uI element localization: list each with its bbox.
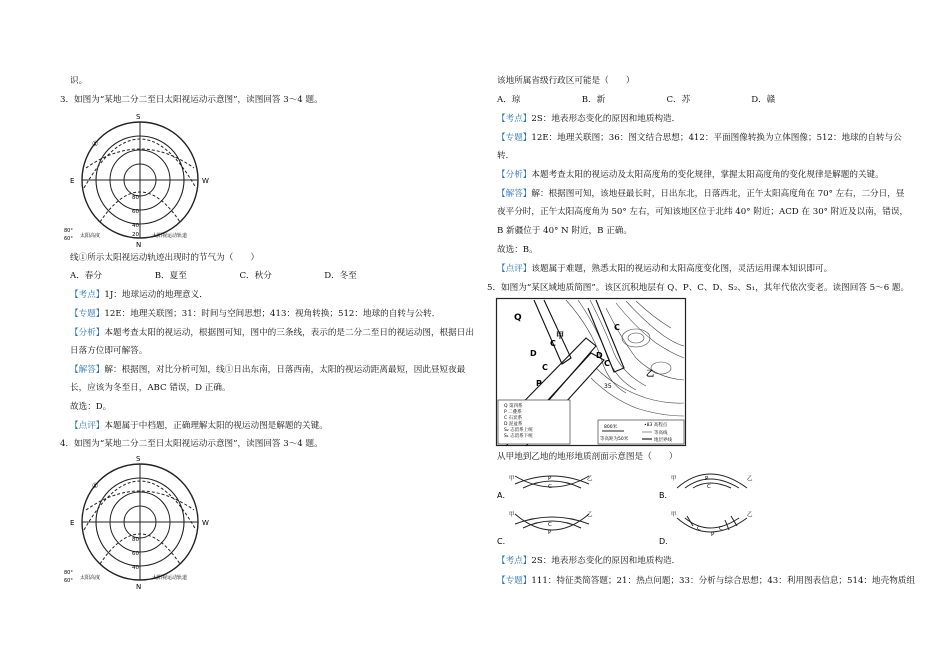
- fenxi-line: [70, 327, 474, 339]
- kaodian-text: 2S：地表形态变化的原因和地质构造．: [531, 556, 681, 566]
- legend-s2: S₂ 志留系上统: [504, 428, 533, 433]
- fenxi-line: [497, 169, 884, 181]
- cs-d-p: P: [711, 532, 715, 538]
- zhuanti-tag: 【专题】: [70, 309, 105, 319]
- label-40: 40: [132, 223, 139, 229]
- fenxi-text: 本题考查太阳的视运动，根据图可知，图中的三条线，表示的是二分二至日的视运动图，根据日出: [104, 328, 474, 338]
- map-label-p: P: [536, 379, 542, 388]
- kaodian-line: [497, 113, 680, 125]
- zhuanti-line: [70, 308, 440, 320]
- legend-q: Q 第四系: [504, 404, 523, 409]
- zhuanti-line: [497, 132, 902, 144]
- cs-c-yi: 乙: [587, 512, 593, 518]
- map-label-c3: C: [614, 323, 620, 332]
- legend-c: C 石炭系: [504, 416, 523, 421]
- kaodian-tag: 【考点】: [497, 556, 532, 566]
- legend-60: 60°: [64, 578, 73, 584]
- legend-d: D 泥盆系: [504, 422, 523, 427]
- fenxi-text: 本题考查太阳的视运动及太阳高度角的变化规律，掌握太阳高度角的变化规律是解题的关键。: [531, 170, 884, 180]
- kaodian-line: [70, 289, 208, 301]
- text-line: B 新疆位于 40° N 附近，B 正确。: [497, 226, 632, 236]
- jieda-tag: 【解答】: [70, 365, 105, 375]
- map-label-yi: 乙: [646, 369, 654, 378]
- label-w: W: [202, 177, 209, 185]
- jieda-text: 解：根据图，对比分析可知，线①日出东南，日落西南，太阳的视运动距离最短，因此昼短夜最: [104, 365, 466, 375]
- dianping-tag: 【点评】: [497, 264, 532, 274]
- cs-b-c: C: [707, 484, 711, 490]
- cs-d-c2: C: [719, 526, 723, 532]
- legend-boundary: 地层界线: [654, 438, 672, 443]
- text-line: 日落方位即可解答。: [70, 346, 148, 356]
- dianping-text: 该题属于难题，熟悉太阳的视运动和太阳高度变化图，灵活运用课本知识即可。: [531, 264, 833, 274]
- question-3-title: 3．如图为“某地二分二至日太阳视运动示意图”，读图回答 3～4 题。: [60, 95, 323, 105]
- cs-a-p: P: [548, 476, 552, 482]
- text-line: 转．: [497, 151, 515, 161]
- zhuanti-text: 12E：地理关联图；31：时间与空间思想；413：视角转换；512：地球的自转与公转．: [104, 309, 441, 319]
- label-80: 80: [132, 537, 139, 543]
- kaodian-text: 2S：地表形态变化的原因和地质构造．: [531, 114, 681, 124]
- cs-d-jia: 甲: [671, 512, 677, 518]
- label-60: 60: [132, 209, 139, 215]
- legend-sun-path: 太阳视运动轨道: [152, 233, 188, 239]
- answer-line: 故选：B。: [497, 245, 538, 255]
- map-label-c: C: [550, 339, 556, 348]
- option-b: B．夏至: [154, 271, 187, 281]
- map-label-c2: C: [542, 363, 548, 372]
- line-1-marker: ①: [92, 140, 99, 148]
- map-label-d2: D: [596, 351, 603, 360]
- jieda-line: [70, 364, 465, 376]
- cs-b-jia: 甲: [671, 476, 677, 482]
- question-options: [497, 94, 775, 106]
- question-5-text: 从甲地到乙地的地形地质剖面示意图是（ ）: [497, 452, 678, 462]
- legend-altitude: 太阳高度: [80, 575, 101, 581]
- zhuanti-line: [497, 575, 915, 587]
- cs-d-yi: 乙: [747, 512, 753, 518]
- option-d: D．冬至: [324, 271, 357, 281]
- legend-s1: S₁ 志留系下统: [504, 434, 533, 439]
- label-w: W: [202, 519, 209, 527]
- kaodian-tag: 【考点】: [70, 290, 105, 300]
- sun-path-diagram-2: [62, 452, 222, 592]
- legend-altitude: 太阳高度: [80, 233, 101, 239]
- line-1-marker: ①: [92, 482, 99, 490]
- legend-elevation: •83 高程点: [644, 423, 668, 428]
- zhuanti-text: 12E：地理关联图；36：图文结合思想；412：平面图像转换为立体图像；512：地球的自转与公: [531, 133, 902, 143]
- cs-a-jia: 甲: [509, 476, 515, 482]
- map-scale: 800米: [604, 425, 618, 430]
- jieda-text: 解：根据图可知，该地昼最长时，日出东北，日落西北，正午太阳高度角在 70° 左右，二分日，昼: [531, 189, 905, 199]
- cs-d-c: C: [697, 526, 701, 532]
- legend-p: P 二叠系: [504, 410, 522, 415]
- legend-80: 80°: [64, 570, 73, 576]
- text-line: 长，应该为冬至日，ABC 错误，D 正确。: [70, 383, 231, 393]
- cs-a-yi: 乙: [587, 476, 593, 482]
- option-a-label: A．: [497, 491, 511, 500]
- question-3-text: 线①所示太阳视运动轨迹出现时的节气为（ ）: [70, 253, 260, 263]
- label-n: N: [136, 241, 142, 249]
- label-n: N: [136, 583, 142, 591]
- fenxi-tag: 【分析】: [70, 328, 105, 338]
- label-60: 60: [132, 551, 139, 557]
- option-c: C．秋分: [239, 271, 272, 281]
- map-label-d: D: [530, 349, 537, 358]
- cs-c-c: C: [548, 522, 552, 528]
- question-4-title: 4．如图为“某地二分二至日太阳视运动示意图”，读图回答 3～4 题。: [60, 439, 323, 449]
- question-3-options: [70, 270, 357, 282]
- map-label-q: Q: [514, 313, 522, 323]
- jieda-tag: 【解答】: [497, 189, 532, 199]
- label-40: 40: [132, 565, 139, 571]
- legend-60: 60°: [64, 236, 73, 242]
- option-c: C．苏: [666, 95, 691, 105]
- legend-sun-path: 太阳视运动轨道: [152, 575, 188, 581]
- dianping-tag: 【点评】: [70, 421, 105, 431]
- option-d-label: D．: [659, 537, 674, 546]
- dianping-text: 本题属于中档题，正确理解太阳的视运动图是解题的关键。: [104, 421, 328, 431]
- cross-section-options: [497, 466, 797, 546]
- kaodian-tag: 【考点】: [497, 114, 532, 124]
- option-b-label: B．: [659, 491, 673, 500]
- option-b: B．新: [581, 95, 606, 105]
- cs-b-yi: 乙: [747, 476, 753, 482]
- text-line: 夜平分时，正午太阳高度角为 50° 左右，可知该地区位于北纬 40° 附近；ACD 在 30° 附近及以南，错误，: [497, 207, 909, 217]
- text-line: 该地所属省级行政区可能是（ ）: [497, 76, 635, 86]
- cs-c-p: P: [548, 530, 552, 536]
- label-s: S: [136, 455, 141, 463]
- map-label-35: 35: [604, 383, 612, 390]
- zhuanti-text: 111：特征类简答题；21：热点问题；33：分析与综合思想；43：利用图表信息；514：地壳物质组: [531, 576, 915, 586]
- label-e: E: [70, 519, 75, 527]
- map-label-c4: C: [604, 359, 610, 368]
- option-c-label: C．: [497, 537, 511, 546]
- zhuanti-tag: 【专题】: [497, 576, 532, 586]
- cs-c-jia: 甲: [509, 512, 515, 518]
- label-e: E: [70, 177, 75, 185]
- sun-path-diagram-1: [62, 110, 222, 250]
- kaodian-text: 1J：地球运动的地理意义．: [104, 290, 208, 300]
- legend-contour: 等高线: [654, 431, 668, 436]
- cs-a-c: C: [548, 484, 552, 490]
- option-d: D．赣: [751, 95, 776, 105]
- dianping-line: [497, 263, 832, 275]
- label-80: 80: [132, 195, 139, 201]
- fenxi-tag: 【分析】: [497, 170, 532, 180]
- legend-80: 80°: [64, 228, 73, 234]
- geology-map: [496, 298, 686, 446]
- zhuanti-tag: 【专题】: [497, 133, 532, 143]
- map-interval: 等高距为50米: [600, 437, 629, 442]
- cs-b-p: P: [705, 476, 709, 482]
- map-label-jia: 甲: [556, 331, 564, 340]
- kaodian-line: [497, 555, 680, 567]
- text-line: 识。: [70, 76, 88, 86]
- label-20: 20: [132, 232, 139, 238]
- jieda-line: [497, 188, 904, 200]
- question-5-title: 5．如图为“某区域地质简图”。该区沉积地层有 Q、P、C、D、S₂、S₁，其年代依次变老。读图回答 5～6 题。: [487, 283, 910, 293]
- answer-line: 故选：D。: [70, 402, 112, 412]
- option-a: A．琼: [497, 95, 521, 105]
- label-s: S: [136, 113, 141, 121]
- dianping-line: [70, 420, 328, 432]
- option-a: A．春分: [70, 271, 102, 281]
